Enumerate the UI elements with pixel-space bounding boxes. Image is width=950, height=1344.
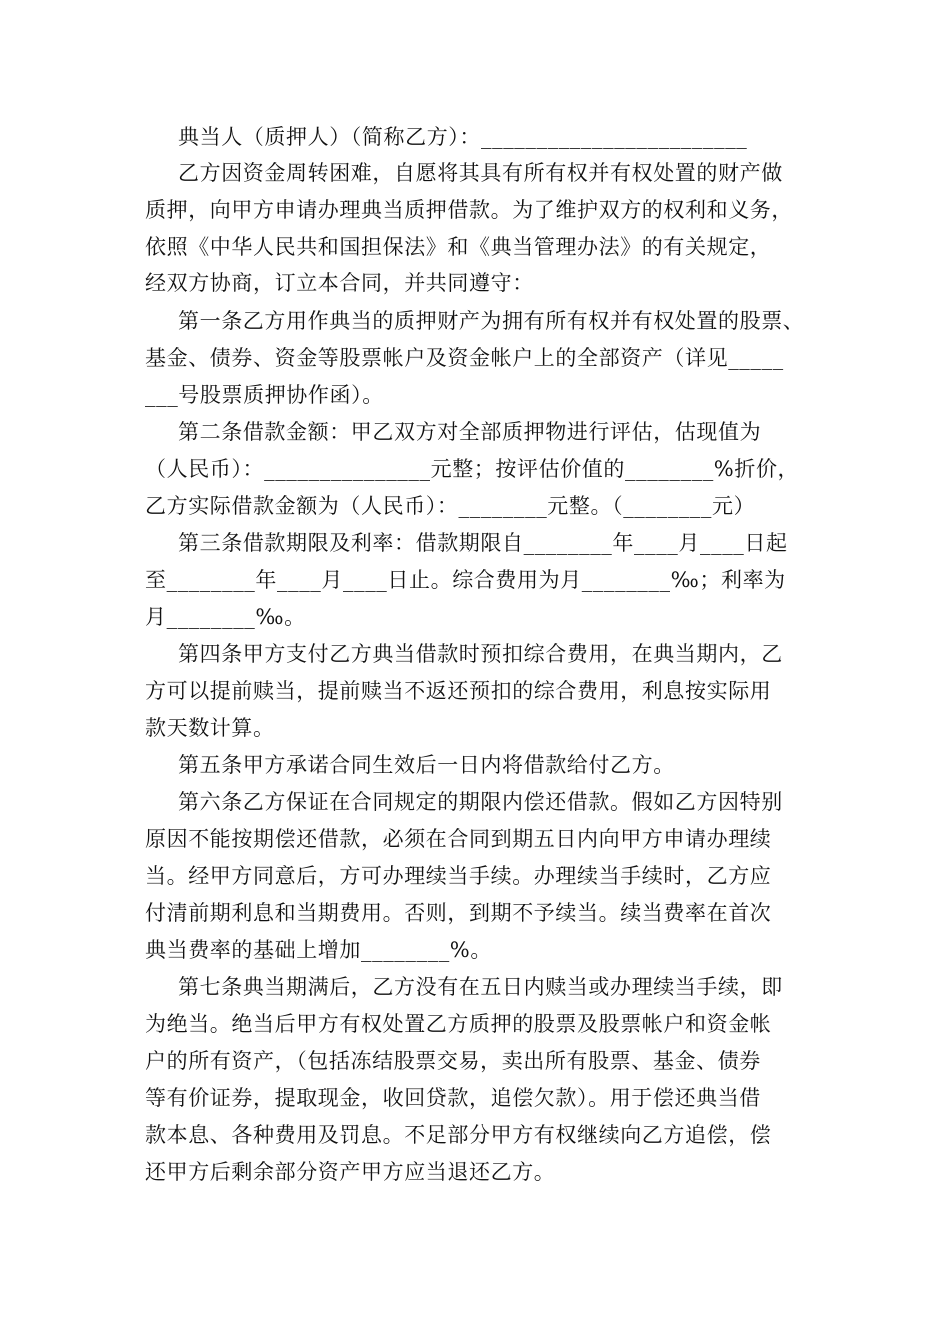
article-4-line-2: 方可以提前赎当，提前赎当不返还预扣的综合费用，利息按实际用	[145, 679, 772, 703]
pawner-line: 典当人（质押人）（简称乙方）：________________________	[178, 125, 748, 149]
article-6-line-3: 当。经甲方同意后，方可办理续当手续。办理续当手续时，乙方应	[145, 864, 772, 888]
article-2-line-2: （人民币）：_______________元整；按评估价值的________%折价，	[145, 457, 800, 481]
preamble-line-4: 经双方协商，订立本合同，并共同遵守：	[145, 271, 534, 295]
article-1-line-2: 基金、债券、资金等股票帐户及资金帐户上的全部资产（详见_____	[145, 346, 784, 370]
article-7-line-1: 第七条典当期满后，乙方没有在五日内赎当或办理续当手续，即	[178, 975, 783, 999]
article-3-line-3: 月________‰。	[145, 605, 306, 629]
article-7-line-6: 还甲方后剩余部分资产甲方应当退还乙方。	[145, 1160, 556, 1184]
article-2-line-1: 第二条借款金额：甲乙双方对全部质押物进行评估，估现值为	[178, 420, 762, 444]
preamble-line-1: 乙方因资金周转困难，自愿将其具有所有权并有权处置的财产做	[178, 161, 783, 185]
article-4-line-1: 第四条甲方支付乙方典当借款时预扣综合费用，在典当期内，乙	[178, 642, 783, 666]
article-3-line-2: 至________年____月____日止。综合费用为月________‰；利率为	[145, 568, 786, 592]
article-4-line-3: 款天数计算。	[145, 716, 275, 740]
article-7-line-4: 等有价证券，提取现金，收回贷款，追偿欠款）。用于偿还典当借	[145, 1086, 761, 1110]
article-1-line-1: 第一条乙方用作典当的质押财产为拥有所有权并有权处置的股票、	[178, 309, 805, 333]
article-6-line-2: 原因不能按期偿还借款，必须在合同到期五日内向甲方申请办理续	[145, 827, 772, 851]
preamble-line-3: 依照《中华人民共和国担保法》和《典当管理办法》的有关规定，	[145, 235, 772, 259]
article-5-line-1: 第五条甲方承诺合同生效后一日内将借款给付乙方。	[178, 753, 675, 777]
article-6-line-1: 第六条乙方保证在合同规定的期限内偿还借款。假如乙方因特别	[178, 790, 783, 814]
article-7-line-2: 为绝当。绝当后甲方有权处置乙方质押的股票及股票帐户和资金帐	[145, 1012, 772, 1036]
preamble-line-2: 质押，向甲方申请办理典当质押借款。为了维护双方的权利和义务，	[145, 198, 793, 222]
article-1-line-3: ___号股票质押协作函）。	[145, 383, 384, 407]
article-7-line-3: 户的所有资产，（包括冻结股票交易，卖出所有股票、基金、债券	[145, 1049, 761, 1073]
article-7-line-5: 款本息、各种费用及罚息。不足部分甲方有权继续向乙方追偿，偿	[145, 1123, 772, 1147]
article-6-line-4: 付清前期利息和当期费用。否则，到期不予续当。续当费率在首次	[145, 901, 772, 925]
article-2-line-3: 乙方实际借款金额为（人民币）：________元整。（________元）	[145, 494, 756, 518]
article-6-line-5: 典当费率的基础上增加________%。	[145, 938, 492, 962]
article-3-line-1: 第三条借款期限及利率：借款期限自________年____月____日起	[178, 531, 788, 555]
